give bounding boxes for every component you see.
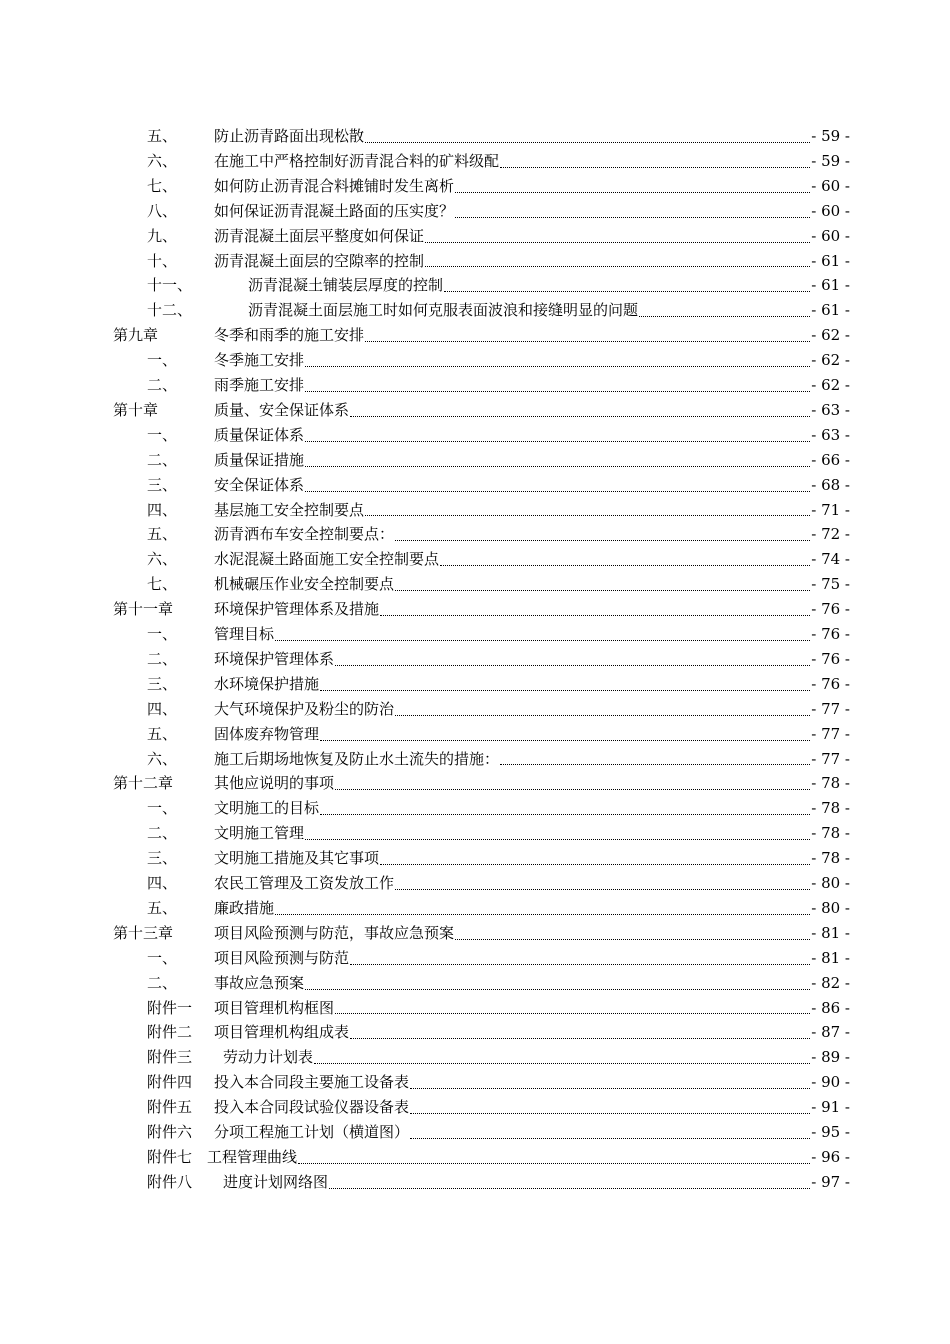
toc-dot-leader [335, 664, 810, 666]
toc-entry-title: 水环境保护措施 [214, 674, 320, 693]
toc-entry-page-number: - 61 - [811, 276, 850, 295]
toc-entry-title: 安全保证体系 [214, 475, 305, 494]
toc-appendix-entry[interactable] [0, 1145, 950, 1170]
toc-dot-leader [365, 340, 810, 342]
toc-section-entry[interactable] [0, 846, 950, 871]
toc-dot-leader [455, 191, 810, 193]
toc-entry-page-number: - 78 - [811, 824, 850, 843]
toc-entry-title: 冬季和雨季的施工安排 [214, 326, 365, 345]
toc-entry-page-number: - 66 - [811, 450, 850, 469]
toc-entry-page-number: - 91 - [811, 1098, 850, 1117]
toc-entry-title: 沥青混凝土面层的空隙率的控制 [214, 251, 425, 270]
toc-dot-leader [275, 639, 810, 641]
toc-entry-title: 项目风险预测与防范，事故应急预案 [214, 923, 455, 942]
toc-dot-leader [350, 963, 810, 965]
toc-entry-page-number: - 68 - [811, 475, 850, 494]
toc-dot-leader [395, 589, 810, 591]
toc-entry-page-number: - 76 - [811, 649, 850, 668]
toc-entry-page-number: - 59 - [811, 127, 850, 145]
toc-dot-leader [298, 1162, 810, 1164]
toc-entry-title: 廉政措施 [214, 898, 275, 917]
toc-entry-page-number: - 62 - [811, 326, 850, 345]
toc-section-entry[interactable] [0, 647, 950, 672]
toc-entry-page-number: - 86 - [811, 998, 850, 1017]
toc-entry-title: 环境保护管理体系及措施 [214, 600, 380, 619]
toc-entry-title: 文明施工的目标 [214, 799, 320, 818]
toc-section-entry[interactable] [0, 448, 950, 473]
toc-section-entry[interactable] [0, 348, 950, 373]
toc-section-entry[interactable] [0, 796, 950, 821]
toc-dot-leader [305, 490, 810, 492]
toc-entry-page-number: - 95 - [811, 1123, 850, 1141]
toc-section-entry[interactable] [0, 622, 950, 647]
toc-entry-title: 防止沥青路面出现松散 [214, 127, 365, 145]
toc-section-entry[interactable] [0, 896, 950, 921]
toc-chapter-entry[interactable] [0, 597, 950, 622]
toc-entry-title: 项目管理机构框图 [214, 998, 335, 1017]
toc-dot-leader [380, 614, 810, 616]
toc-entry-title: 雨季施工安排 [214, 376, 305, 394]
toc-entry-page-number: - 87 - [811, 1023, 850, 1042]
toc-chapter-entry[interactable] [0, 771, 950, 796]
toc-entry-title: 进度计划网络图 [223, 1172, 329, 1191]
toc-entry-title: 环境保护管理体系 [214, 649, 335, 668]
toc-dot-leader [455, 938, 810, 940]
toc-dot-leader [320, 813, 810, 815]
toc-dot-leader [425, 241, 810, 243]
toc-entry-title: 劳动力计划表 [223, 1048, 314, 1067]
toc-entry-number: 附件四 [147, 1073, 193, 1092]
toc-entry-number: 二、 [147, 973, 178, 992]
toc-entry-title: 事故应急预案 [214, 973, 305, 992]
toc-section-entry[interactable] [0, 249, 950, 274]
toc-entry-number: 第十章 [113, 400, 159, 419]
toc-section-entry[interactable] [0, 946, 950, 971]
toc-appendix-entry[interactable] [0, 1070, 950, 1095]
toc-dot-leader [444, 290, 810, 292]
toc-appendix-entry[interactable] [0, 1170, 950, 1195]
toc-entry-page-number: - 77 - [811, 749, 850, 768]
toc-entry-title: 冬季施工安排 [214, 351, 305, 370]
toc-section-entry[interactable] [0, 498, 950, 523]
toc-section-entry[interactable] [0, 572, 950, 597]
toc-entry-page-number: - 72 - [811, 525, 850, 544]
toc-dot-leader [350, 415, 810, 417]
toc-section-entry[interactable] [0, 547, 950, 572]
toc-entry-page-number: - 90 - [811, 1073, 850, 1092]
toc-dot-leader [275, 913, 810, 915]
toc-dot-leader [335, 788, 810, 790]
toc-entry-title: 分项工程施工计划（横道图） [214, 1123, 410, 1141]
toc-section-entry[interactable] [0, 522, 950, 547]
toc-dot-leader [320, 739, 810, 741]
toc-entry-title: 沥青混凝土面层平整度如何保证 [214, 226, 425, 245]
toc-entry-page-number: - 61 - [811, 251, 850, 270]
toc-entry-page-number: - 62 - [811, 376, 850, 394]
toc-dot-leader [305, 390, 810, 392]
toc-dot-leader [500, 763, 810, 765]
toc-section-entry[interactable] [0, 747, 950, 772]
toc-entry-page-number: - 97 - [811, 1172, 850, 1191]
toc-entry-number: 十、 [147, 251, 178, 270]
toc-entry-number: 九、 [147, 226, 178, 245]
toc-entry-number: 一、 [147, 625, 178, 643]
toc-entry-title: 沥青洒布车安全控制要点： [214, 525, 395, 544]
toc-entry-title: 项目管理机构组成表 [214, 1023, 350, 1042]
toc-entry-title: 基层施工安全控制要点 [214, 500, 365, 519]
toc-section-entry[interactable] [0, 672, 950, 697]
toc-entry-page-number: - 61 - [811, 301, 850, 320]
toc-entry-title: 沥青混凝土面层施工时如何克服表面波浪和接缝明显的问题 [248, 301, 639, 320]
toc-entry-number: 三、 [147, 849, 178, 868]
toc-dot-leader [410, 1087, 810, 1089]
toc-dot-leader [395, 714, 810, 716]
toc-entry-number: 附件一 [147, 998, 193, 1017]
toc-entry-title: 质量保证体系 [214, 425, 305, 444]
toc-entry-page-number: - 80 - [811, 898, 850, 917]
toc-entry-number: 第九章 [113, 326, 159, 345]
toc-entry-page-number: - 59 - [811, 151, 850, 170]
toc-entry-page-number: - 71 - [811, 500, 850, 519]
toc-entry-title: 沥青混凝土铺装层厚度的控制 [248, 276, 444, 295]
toc-dot-leader [500, 166, 810, 168]
toc-entry-page-number: - 77 - [811, 699, 850, 718]
toc-entry-number: 附件七 [147, 1147, 193, 1166]
toc-entry-number: 六、 [147, 550, 178, 569]
toc-dot-leader [305, 465, 810, 467]
toc-entry-page-number: - 60 - [811, 176, 850, 195]
toc-entry-number: 六、 [147, 151, 178, 170]
toc-entry-page-number: - 78 - [811, 849, 850, 868]
toc-entry-number: 第十二章 [113, 774, 174, 793]
toc-entry-number: 附件三 [147, 1048, 193, 1067]
toc-entry-title: 大气环境保护及粉尘的防治 [214, 699, 395, 718]
toc-entry-number: 七、 [147, 176, 178, 195]
toc-dot-leader [335, 1012, 810, 1014]
toc-entry-page-number: - 80 - [811, 874, 850, 892]
toc-dot-leader [329, 1187, 810, 1189]
toc-section-entry[interactable] [0, 149, 950, 174]
toc-entry-number: 五、 [147, 898, 178, 917]
toc-entry-page-number: - 63 - [811, 400, 850, 419]
toc-entry-number: 五、 [147, 127, 178, 145]
toc-entry-page-number: - 81 - [811, 923, 850, 942]
toc-entry-number: 附件二 [147, 1023, 193, 1042]
toc-entry-title: 投入本合同段试验仪器设备表 [214, 1098, 410, 1117]
toc-entry-number: 四、 [147, 500, 178, 519]
toc-section-entry[interactable] [0, 373, 950, 398]
toc-entry-title: 文明施工措施及其它事项 [214, 849, 380, 868]
toc-entry-number: 十一、 [147, 276, 193, 295]
toc-appendix-entry[interactable] [0, 996, 950, 1021]
toc-chapter-entry[interactable] [0, 921, 950, 946]
toc-entry-number: 第十三章 [113, 923, 174, 942]
toc-entry-title: 管理目标 [214, 625, 275, 643]
toc-entry-title: 农民工管理及工资发放工作 [214, 874, 395, 892]
toc-section-entry[interactable] [0, 174, 950, 199]
toc-entry-page-number: - 76 - [811, 600, 850, 619]
toc-section-entry[interactable] [0, 298, 950, 323]
toc-section-entry[interactable] [0, 273, 950, 298]
toc-section-entry[interactable] [0, 722, 950, 747]
toc-section-entry[interactable] [0, 423, 950, 448]
toc-entry-page-number: - 60 - [811, 226, 850, 245]
toc-entry-page-number: - 96 - [811, 1147, 850, 1166]
toc-entry-number: 三、 [147, 674, 178, 693]
toc-entry-number: 三、 [147, 475, 178, 494]
toc-dot-leader [380, 863, 810, 865]
toc-dot-leader [314, 1062, 810, 1064]
toc-entry-page-number: - 63 - [811, 425, 850, 444]
toc-dot-leader [410, 1137, 810, 1139]
toc-entry-number: 四、 [147, 874, 178, 892]
toc-entry-title: 文明施工管理 [214, 824, 305, 843]
toc-section-entry[interactable] [0, 697, 950, 722]
toc-entry-number: 六、 [147, 749, 178, 768]
toc-entry-number: 五、 [147, 724, 178, 743]
toc-dot-leader [639, 315, 810, 317]
toc-entry-page-number: - 77 - [811, 724, 850, 743]
toc-entry-page-number: - 60 - [811, 201, 850, 220]
toc-entry-page-number: - 81 - [811, 948, 850, 967]
toc-section-entry[interactable] [0, 871, 950, 896]
toc-entry-title: 工程管理曲线 [207, 1147, 298, 1166]
toc-appendix-entry[interactable] [0, 1120, 950, 1145]
toc-entry-number: 八、 [147, 201, 178, 220]
toc-entry-number: 十二、 [147, 301, 193, 320]
toc-entry-page-number: - 82 - [811, 973, 850, 992]
toc-entry-number: 四、 [147, 699, 178, 718]
toc-entry-page-number: - 89 - [811, 1048, 850, 1067]
toc-entry-title: 施工后期场地恢复及防止水土流失的措施： [214, 749, 500, 768]
toc-section-entry[interactable] [0, 971, 950, 996]
toc-entry-number: 二、 [147, 649, 178, 668]
toc-entry-title: 固体废弃物管理 [214, 724, 320, 743]
toc-dot-leader [350, 1037, 810, 1039]
toc-entry-title: 如何保证沥青混凝土路面的压实度？ [214, 201, 455, 220]
toc-entry-number: 附件六 [147, 1123, 193, 1141]
toc-dot-leader [365, 514, 810, 516]
toc-dot-leader [440, 564, 810, 566]
toc-dot-leader [305, 440, 810, 442]
toc-entry-number: 二、 [147, 824, 178, 843]
toc-entry-number: 一、 [147, 351, 178, 370]
toc-entry-number: 第十一章 [113, 600, 174, 619]
toc-entry-page-number: - 74 - [811, 550, 850, 569]
toc-entry-title: 质量保证措施 [214, 450, 305, 469]
toc-appendix-entry[interactable] [0, 1095, 950, 1120]
toc-entry-page-number: - 62 - [811, 351, 850, 370]
toc-section-entry[interactable] [0, 821, 950, 846]
toc-section-entry[interactable] [0, 224, 950, 249]
toc-entry-title: 质量、安全保证体系 [214, 400, 350, 419]
toc-dot-leader [305, 838, 810, 840]
toc-dot-leader [410, 1112, 810, 1114]
toc-entry-number: 一、 [147, 948, 178, 967]
toc-entry-page-number: - 78 - [811, 799, 850, 818]
toc-dot-leader [305, 988, 810, 990]
toc-dot-leader [395, 539, 810, 541]
toc-chapter-entry[interactable] [0, 323, 950, 348]
toc-entry-number: 一、 [147, 425, 178, 444]
toc-section-entry[interactable] [0, 124, 950, 149]
toc-entry-number: 七、 [147, 575, 178, 594]
toc-entry-page-number: - 76 - [811, 674, 850, 693]
toc-dot-leader [455, 216, 810, 218]
toc-dot-leader [395, 888, 810, 890]
toc-entry-title: 投入本合同段主要施工设备表 [214, 1073, 410, 1092]
toc-entry-page-number: - 78 - [811, 774, 850, 793]
toc-entry-title: 在施工中严格控制好沥青混合料的矿料级配 [214, 151, 500, 170]
toc-entry-page-number: - 75 - [811, 575, 850, 594]
toc-dot-leader [305, 365, 810, 367]
toc-entry-number: 附件五 [147, 1098, 193, 1117]
toc-appendix-entry[interactable] [0, 1045, 950, 1070]
toc-dot-leader [365, 141, 810, 143]
toc-entry-title: 如何防止沥青混合料摊铺时发生离析 [214, 176, 455, 195]
toc-entry-number: 五、 [147, 525, 178, 544]
toc-entry-number: 附件八 [147, 1172, 193, 1191]
toc-chapter-entry[interactable] [0, 398, 950, 423]
toc-dot-leader [320, 689, 810, 691]
toc-section-entry[interactable] [0, 473, 950, 498]
toc-dot-leader [425, 265, 810, 267]
toc-entry-number: 一、 [147, 799, 178, 818]
toc-entry-number: 二、 [147, 450, 178, 469]
toc-section-entry[interactable] [0, 199, 950, 224]
toc-entry-title: 其他应说明的事项 [214, 774, 335, 793]
toc-entry-number: 二、 [147, 376, 178, 394]
toc-entry-title: 机械碾压作业安全控制要点 [214, 575, 395, 594]
toc-entry-page-number: - 76 - [811, 625, 850, 643]
toc-entry-title: 项目风险预测与防范 [214, 948, 350, 967]
toc-entry-title: 水泥混凝土路面施工安全控制要点 [214, 550, 440, 569]
toc-appendix-entry[interactable] [0, 1020, 950, 1045]
